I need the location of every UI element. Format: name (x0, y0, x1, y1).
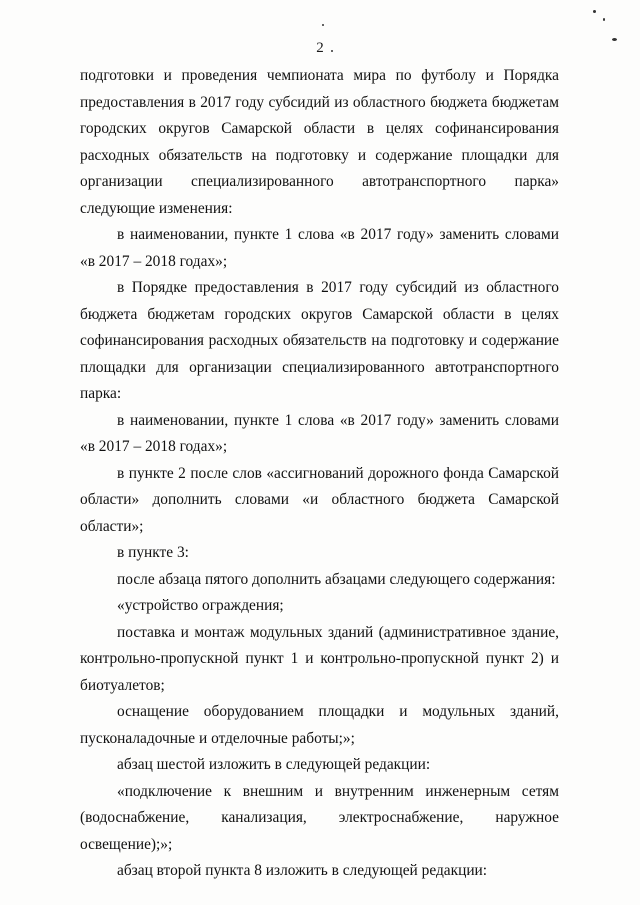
paragraph-9: поставка и монтаж модульных зданий (административное здание, контрольно-пропускной пункт 1 и контрольно-пропускной пункт 2) и биотуалетов; (80, 623, 559, 694)
paragraph-5: в пункте 2 после слов «ассигнований дорожного фонда Самарской области» дополнить словами «и областного бюджета Самарской области»; (80, 464, 559, 535)
scan-speck (603, 18, 605, 21)
paragraph-6: в пункте 3: (117, 544, 189, 561)
paragraph-3: в Порядке предоставления в 2017 году субсидий из областного бюджета бюджетам городских округов Самарской области в целях софинансирования расходных обязательств на подготовку и содержание площадки для организации специализированного автотранспортного парка: (80, 279, 559, 402)
paragraph-1: подготовки и проведения чемпионата мира по футболу и Порядка предоставления в 2017 году субсидий из областного бюджета бюджетам городских округов Самарской области в целях софинансирования расходных обязательств на подготовку и содержание площадки для организации специализированного автотранспортного парка» следующие изменения: (80, 67, 559, 217)
paragraph-11: абзац шестой изложить в следующей редакции: (117, 756, 431, 773)
paragraph-10: оснащение оборудованием площадки и модульных зданий, пусконаладочные и отделочные работы;»; (80, 703, 559, 747)
paragraph-7: после абзаца пятого дополнить абзацами следующего содержания: (117, 570, 556, 588)
paragraph-4: в наименовании, пункте 1 слова «в 2017 году» заменить словами «в 2017 – 2018 годах»; (80, 411, 559, 455)
scan-speck (322, 24, 324, 26)
paragraph-12: «подключение к внешним и внутренним инженерным сетям (водоснабжение, канализация, электроснабжение, наружное освещение);»; (80, 782, 559, 853)
document-body (80, 63, 559, 885)
page-number: 2 (316, 40, 324, 56)
paragraph-13: абзац второй пункта 8 изложить в следующей редакции: (117, 862, 488, 879)
scan-speck (593, 10, 596, 13)
paragraph-8: «устройство ограждения; (117, 597, 284, 614)
paragraph-2: в наименовании, пункте 1 слова «в 2017 году» заменить словами «в 2017 – 2018 годах»; (80, 226, 559, 270)
